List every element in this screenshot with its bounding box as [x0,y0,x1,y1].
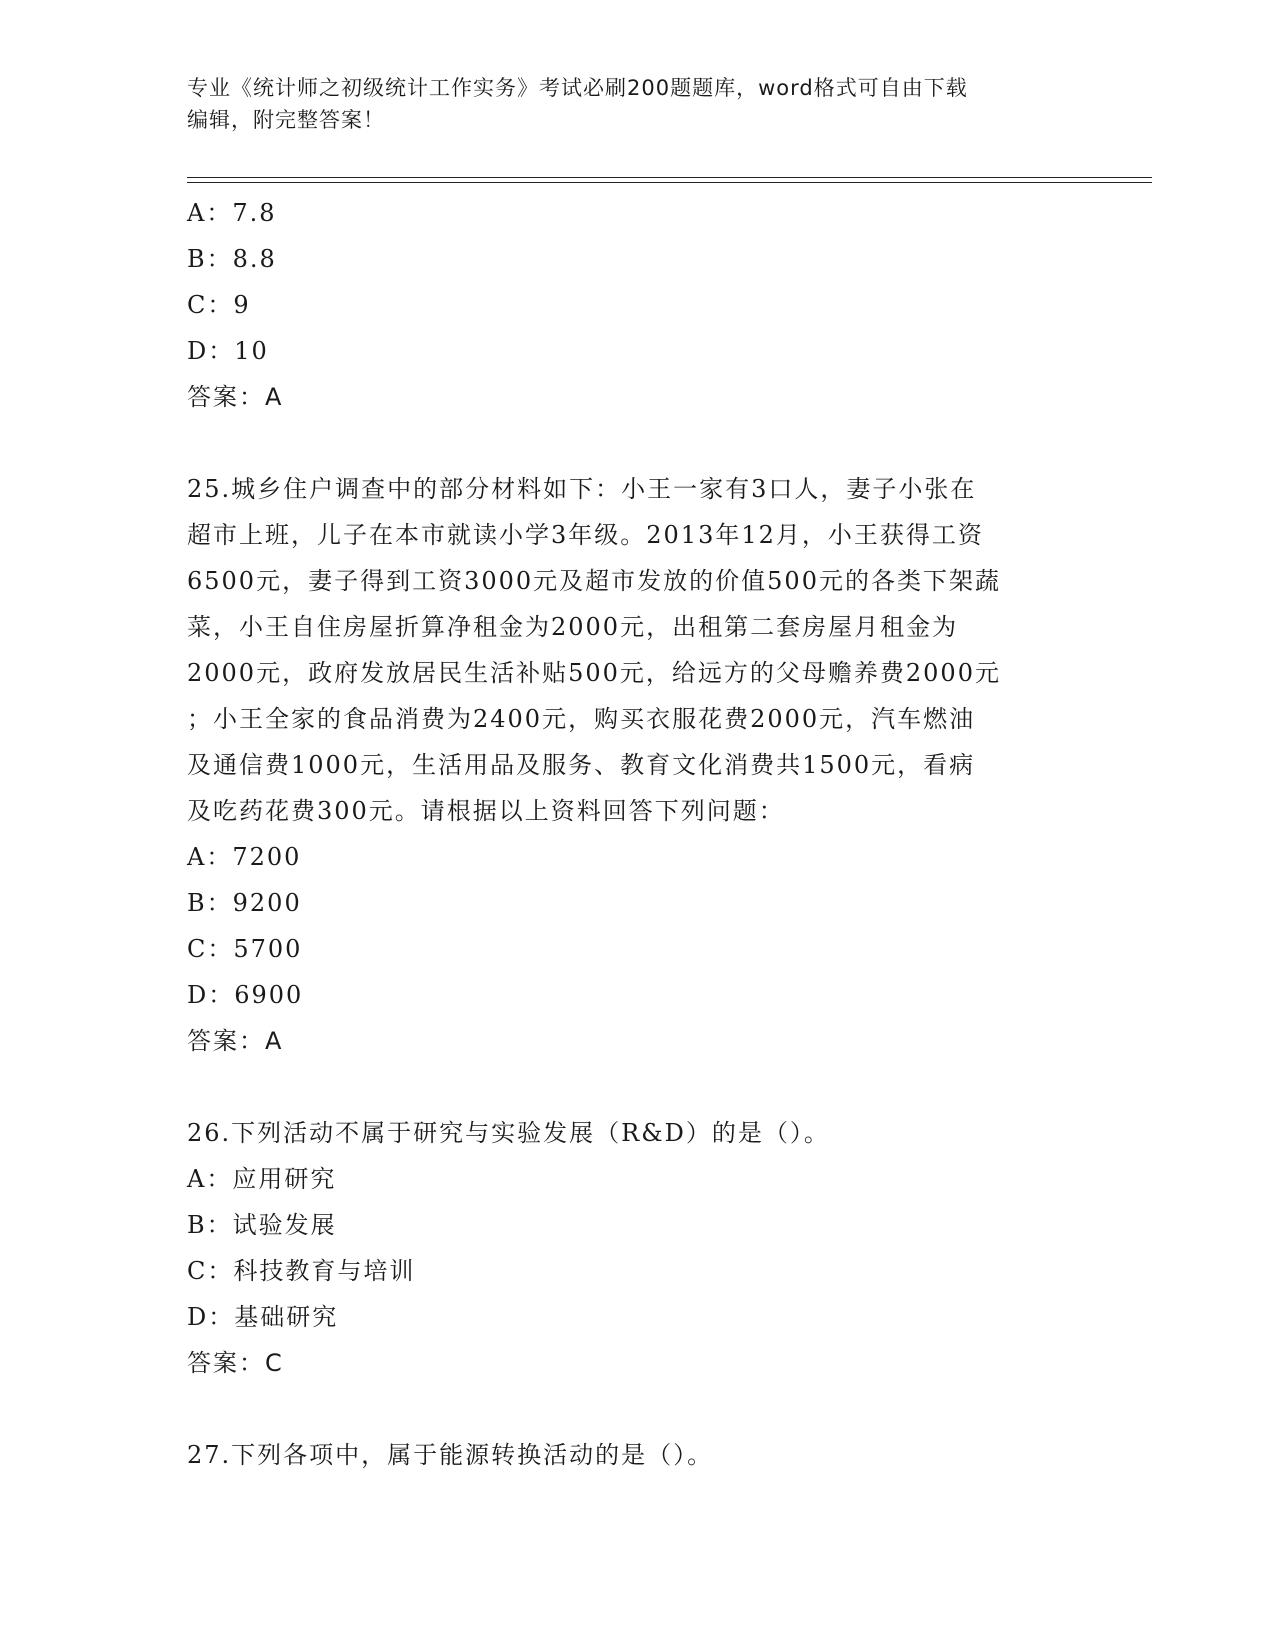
question-26-text: 26.下列活动不属于研究与实验发展（R&D）的是（）。 [187,1119,830,1147]
question-text-line: 及吃药花费300元。请根据以上资料回答下列问题： [187,797,785,825]
answer-line: 答案：A [187,1027,284,1055]
option-a: A：应用研究 [187,1165,337,1193]
header-divider-top [187,177,1152,178]
option-d: D：基础研究 [187,1303,339,1331]
option-c: C：科技教育与培训 [187,1257,416,1285]
question-25-block [187,466,1087,1064]
option-d: D：6900 [187,981,304,1009]
question-text-line: 2000元，政府发放居民生活补贴500元，给远方的父母赡养费2000元 [187,659,1001,687]
question-26-block [187,1110,1087,1386]
header-line-1: 专业《统计师之初级统计工作实务》考试必刷200题题库，word格式可自由下载 [187,76,968,100]
option-a: A：7.8 [187,199,277,227]
document-header [187,72,1087,136]
option-b: B：9200 [187,889,302,917]
question-text-line: 25.城乡住户调查中的部分材料如下：小王一家有3口人，妻子小张在 [187,475,977,503]
answer-line: 答案：A [187,383,284,411]
option-a: A：7200 [187,843,302,871]
spacer [187,420,1087,466]
question-text-line: 6500元，妻子得到工资3000元及超市发放的价值500元的各类下架蔬 [187,567,1001,595]
header-divider-bottom [187,182,1152,183]
question-text-line: 菜，小王自住房屋折算净租金为2000元，出租第二套房屋月租金为 [187,613,959,641]
spacer [187,1386,1087,1432]
question-27-block [187,1432,1087,1478]
option-c: C：5700 [187,935,303,963]
question-text-line: 及通信费1000元，生活用品及服务、教育文化消费共1500元，看病 [187,751,976,779]
document-body [187,190,1087,1478]
option-b: B：试验发展 [187,1211,337,1239]
answer-line: 答案：C [187,1349,284,1377]
option-b: B：8.8 [187,245,277,273]
question-24-block [187,190,1087,420]
header-line-2: 编辑，附完整答案！ [187,108,385,132]
option-d: D：10 [187,337,269,365]
spacer [187,1064,1087,1110]
question-25-text [187,466,1087,834]
option-c: C：9 [187,291,251,319]
question-text-line: 超市上班，儿子在本市就读小学3年级。2013年12月，小王获得工资 [187,521,984,549]
question-27-text: 27.下列各项中，属于能源转换活动的是（）。 [187,1441,714,1469]
question-text-line: ；小王全家的食品消费为2400元，购买衣服花费2000元，汽车燃油 [187,705,976,733]
